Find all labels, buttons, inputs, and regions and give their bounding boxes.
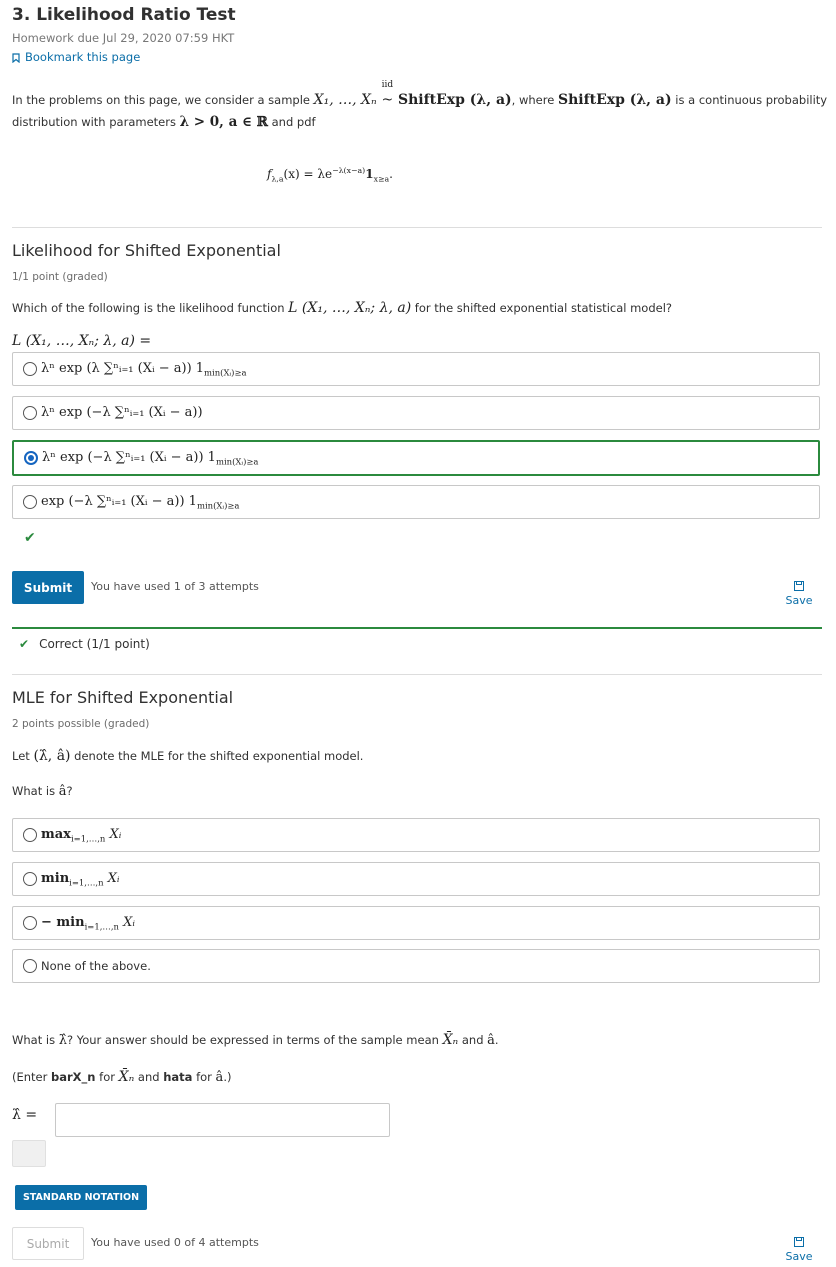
p1-option-2[interactable] xyxy=(12,396,820,430)
intro-text: and pdf xyxy=(267,115,316,129)
bookmark-label: Bookmark this page xyxy=(25,50,141,64)
save-button[interactable] xyxy=(779,1237,819,1263)
p2-option-2[interactable] xyxy=(12,862,820,896)
feedback-correct xyxy=(19,637,150,651)
page-title: 3. Likelihood Ratio Test xyxy=(12,5,236,25)
intro-text: , where xyxy=(511,93,558,107)
checkmark-icon: ✔ xyxy=(24,530,36,546)
option-label: λⁿ exp (−λ ∑ⁿᵢ₌₁ (Xᵢ − a)) xyxy=(41,404,203,420)
input-instructions: (Enter barX_n for X̄ₙ and hata for â.) xyxy=(12,1069,232,1085)
iid-symbol: iid ~ xyxy=(381,80,394,108)
save-label: Save xyxy=(785,594,813,607)
problem-2-points: 2 points possible (graded) xyxy=(12,718,150,730)
save-icon xyxy=(779,1237,819,1250)
divider xyxy=(12,674,822,675)
radio-button[interactable] xyxy=(23,828,37,842)
feedback-text: Correct (1/1 point) xyxy=(39,637,150,651)
p2-option-3[interactable] xyxy=(12,906,820,940)
radio-button[interactable] xyxy=(23,959,37,973)
intro-text: In the problems on this page, we consider a sample xyxy=(12,93,314,107)
submit-button-disabled[interactable]: Submit xyxy=(12,1227,84,1260)
pdf-formula: $f_{\lambda,a}(x) = \lambda e^{-\lambda(x-a)}1_{x\ge a}$. xyxy=(267,166,393,184)
bookmark-icon xyxy=(12,52,20,62)
intro-text: distribution with parameters xyxy=(12,115,180,129)
p1-option-4[interactable] xyxy=(12,485,820,519)
option-label: λⁿ exp (λ ∑ⁿᵢ₌₁ (Xᵢ − a)) $1_{min(Xᵢ)\ge a}$ xyxy=(41,360,247,378)
p2-option-4[interactable] xyxy=(12,949,820,983)
submit-button[interactable]: Submit xyxy=(12,571,84,604)
intro-line-1 xyxy=(12,80,828,108)
intro-text: is a continuous probability xyxy=(671,93,828,107)
option-label: λⁿ exp (−λ ∑ⁿᵢ₌₁ (Xᵢ − a)) $1_{min(Xᵢ)\ge a}$ xyxy=(42,449,259,467)
intro-math: λ > 0, a ∈ ℝ xyxy=(179,114,268,130)
likelihood-lhs: L (X₁, …, Xₙ; λ, a) = xyxy=(12,333,152,349)
attempts-text: You have used 0 of 4 attempts xyxy=(91,1236,259,1249)
p1-option-3[interactable] xyxy=(12,440,820,476)
radio-button[interactable] xyxy=(23,872,37,886)
problem-2-title: MLE for Shifted Exponential xyxy=(12,688,234,707)
question-ahat: What is â? xyxy=(12,784,73,799)
standard-notation-button[interactable]: STANDARD NOTATION xyxy=(15,1185,147,1210)
p2-option-1[interactable] xyxy=(12,818,820,852)
attempts-text: You have used 1 of 3 attempts xyxy=(91,580,259,593)
divider xyxy=(12,227,822,228)
radio-button[interactable] xyxy=(23,495,37,509)
option-label: $\max_{i=1,\dots,n}$ Xᵢ xyxy=(41,826,122,844)
feedback-bar xyxy=(12,627,822,629)
intro-math: X₁, …, Xₙ xyxy=(313,92,377,108)
intro-math: ShiftExp (λ, a) xyxy=(398,92,512,108)
checkmark-icon: ✔ xyxy=(19,637,30,651)
problem-1-question: Which of the following is the likelihood function L (X₁, …, Xₙ; λ, a) for the shifted exponential statistical model? xyxy=(12,300,673,316)
due-date: Homework due Jul 29, 2020 07:59 HKT xyxy=(12,31,235,45)
intro-math: ShiftExp (λ, a) xyxy=(557,92,672,108)
radio-button[interactable] xyxy=(23,362,37,376)
intro-line-2 xyxy=(12,114,316,130)
radio-button[interactable] xyxy=(23,916,37,930)
save-label: Save xyxy=(785,1250,813,1263)
option-label: exp (−λ ∑ⁿᵢ₌₁ (Xᵢ − a)) $1_{min(Xᵢ)\ge a}$ xyxy=(41,493,240,511)
save-icon xyxy=(779,581,819,594)
problem-1-title: Likelihood for Shifted Exponential xyxy=(12,241,281,260)
p1-option-1[interactable] xyxy=(12,352,820,386)
save-button[interactable] xyxy=(779,581,819,607)
problem-1-points: 1/1 point (graded) xyxy=(12,271,108,283)
preview-box xyxy=(12,1140,46,1167)
option-label: None of the above. xyxy=(41,959,151,973)
option-label: − $\min_{i=1,\dots,n}$ Xᵢ xyxy=(41,914,135,932)
radio-button[interactable] xyxy=(23,406,37,420)
problem-2-intro: Let (λ̂, â) denote the MLE for the shifted exponential model. xyxy=(12,748,364,764)
radio-button-selected[interactable] xyxy=(24,451,38,465)
lambda-hat-label: λ̂ = xyxy=(12,1107,38,1123)
bookmark-link[interactable] xyxy=(12,50,140,64)
question-lambdahat: What is λ̂? Your answer should be expressed in terms of the sample mean X̄ₙ and â. xyxy=(12,1032,499,1048)
option-label: $\min_{i=1,\dots,n}$ Xᵢ xyxy=(41,870,120,888)
lambda-hat-input[interactable] xyxy=(55,1103,390,1137)
